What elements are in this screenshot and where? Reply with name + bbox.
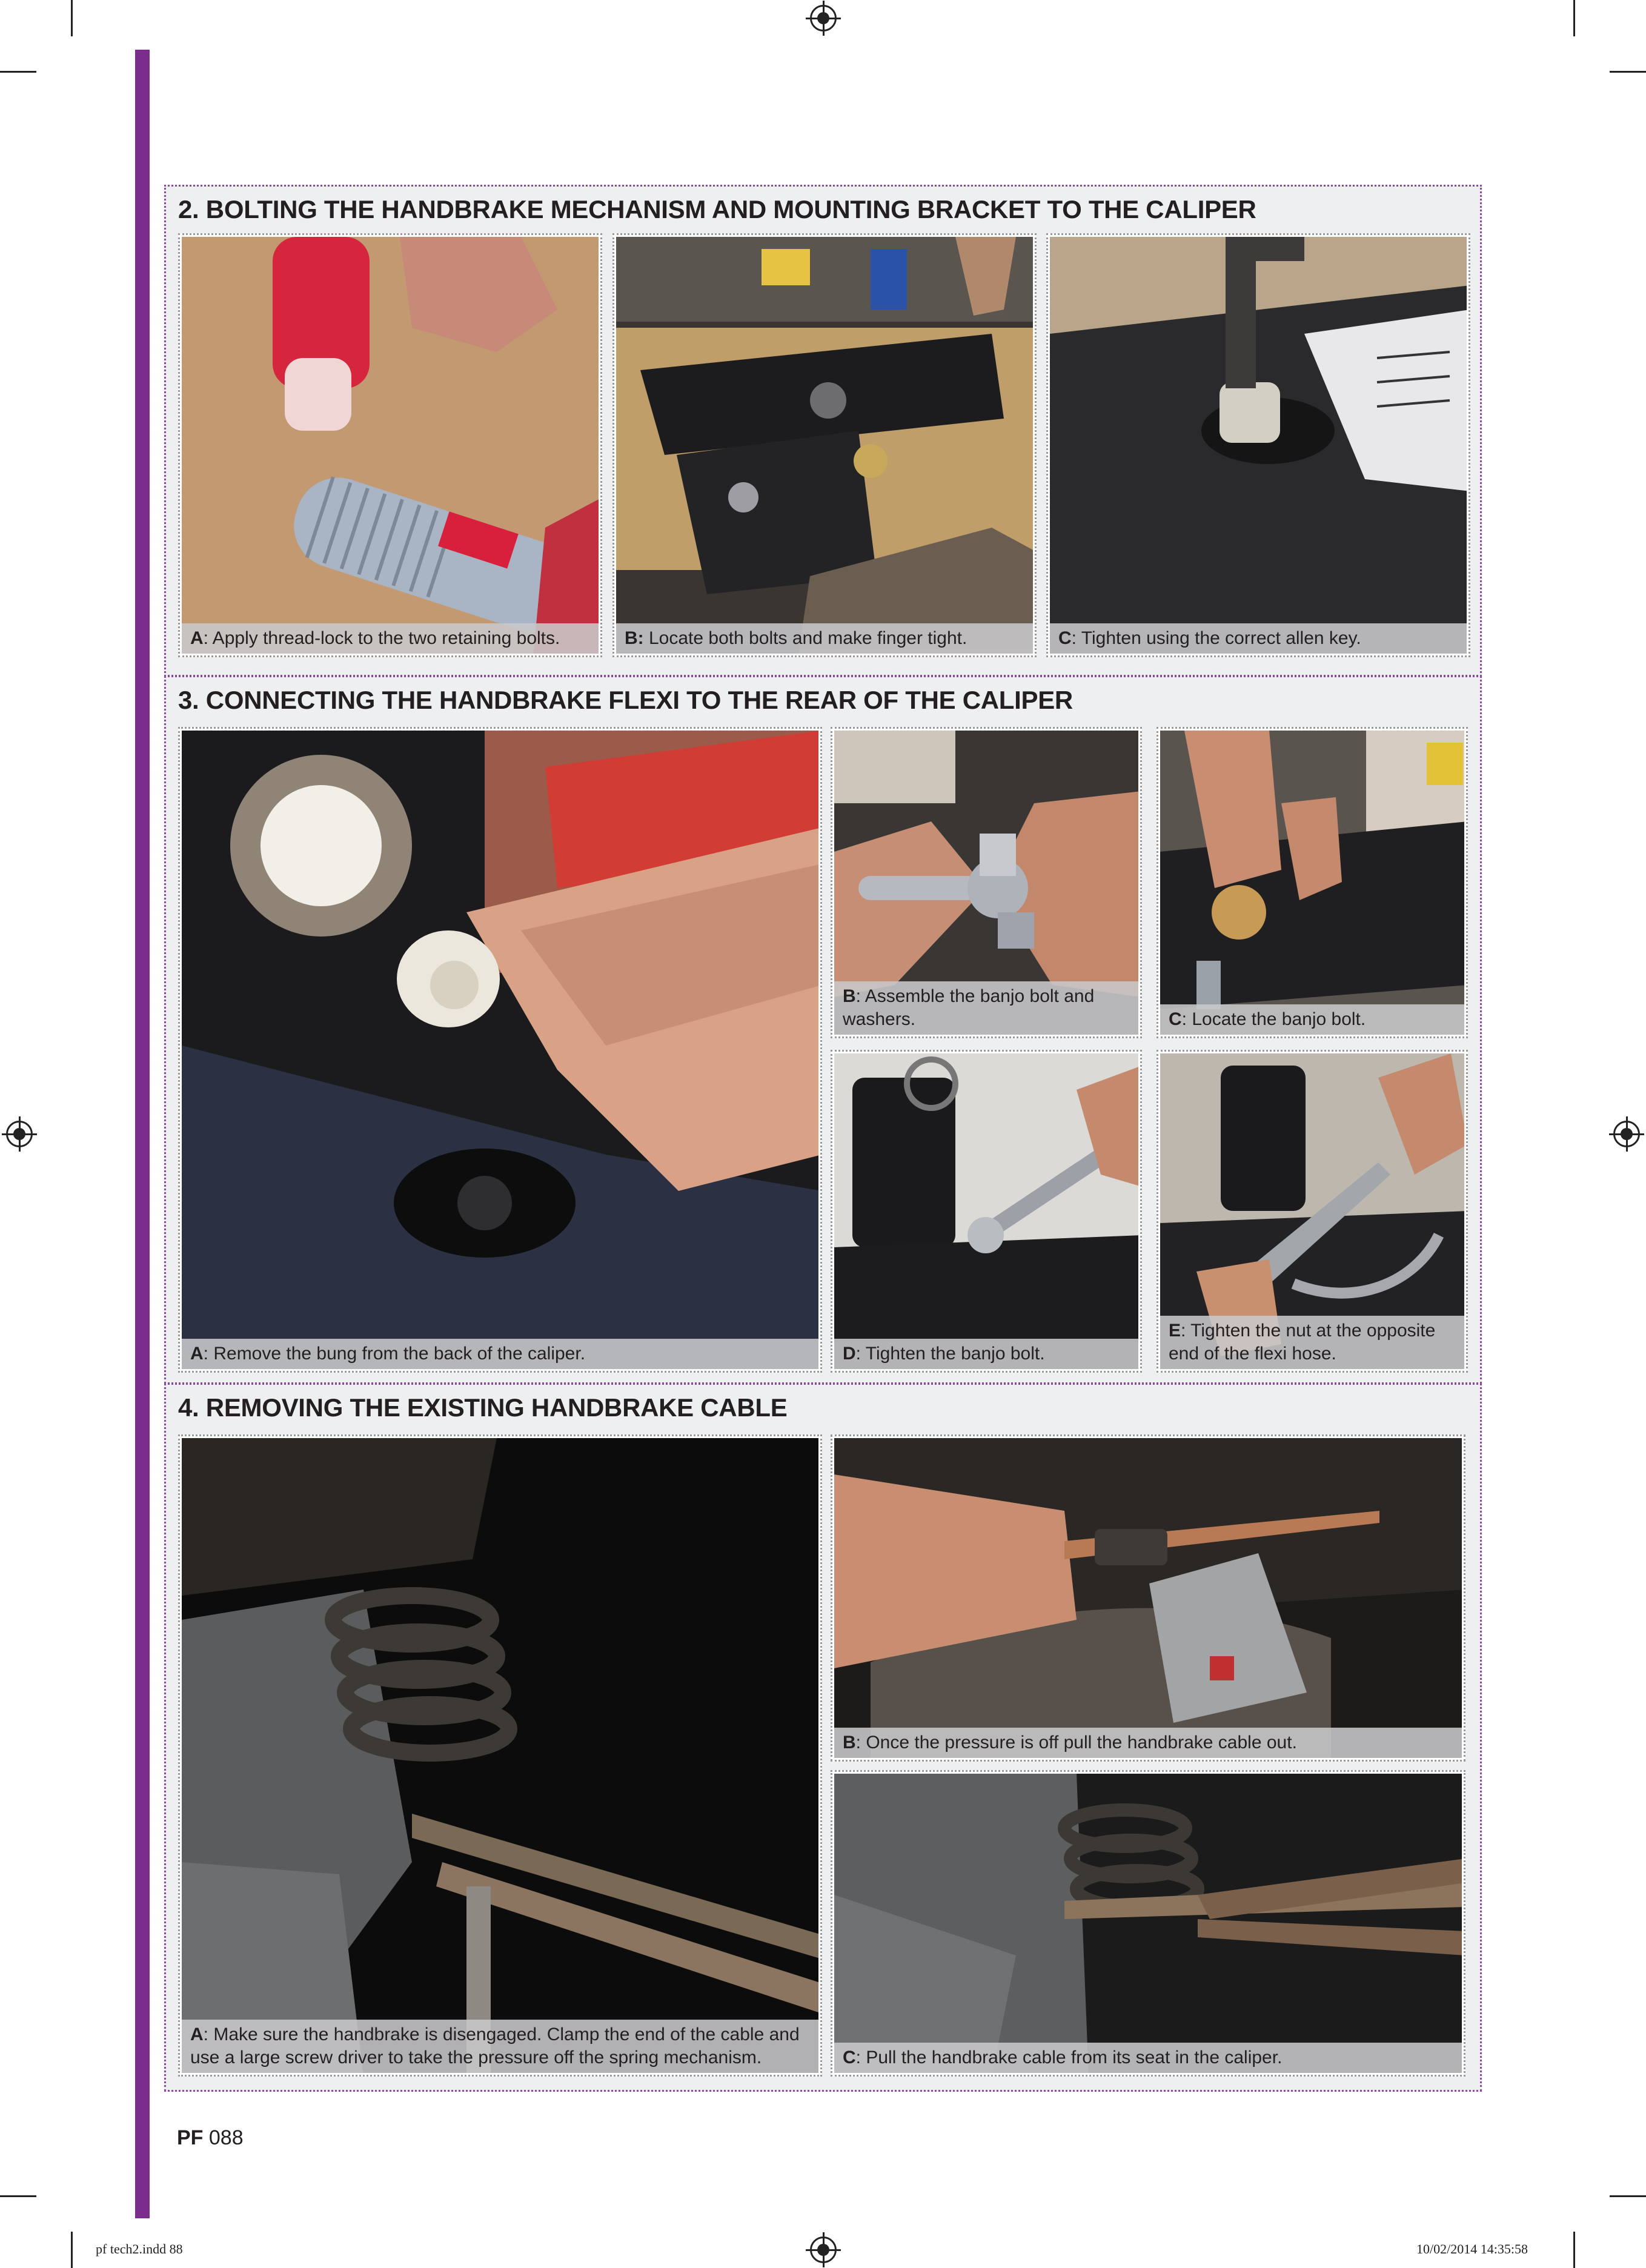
section-3-title: 3. CONNECTING THE HANDBRAKE FLEXI TO THE REAR OF THE CALIPER — [178, 686, 1073, 714]
caption-3e: E: Tighten the nut at the opposite end of the flexi hose. — [1160, 1316, 1464, 1369]
caption-3c: C: Locate the banjo bolt. — [1160, 1004, 1464, 1035]
clamp-cable-photo — [182, 1438, 818, 2073]
photo-panel-3d — [831, 1050, 1142, 1373]
crop-mark — [0, 2195, 36, 2197]
slug-timestamp: 10/02/2014 14:35:58 — [1416, 2241, 1528, 2256]
photo-panel-4c — [831, 1770, 1465, 2077]
caption-2b: B: Locate both bolts and make finger tight. — [616, 623, 1033, 654]
caption-3b: B: Assemble the banjo bolt and washers. — [834, 981, 1138, 1035]
crop-mark — [71, 2232, 73, 2268]
thread-lock-photo — [182, 237, 599, 654]
registration-mark-icon — [6, 1121, 33, 1147]
photo-panel-3a — [178, 727, 822, 1373]
photo-panel-3c — [1157, 727, 1468, 1038]
caption-3d: D: Tighten the banjo bolt. — [834, 1339, 1138, 1369]
section-4-title: 4. REMOVING THE EXISTING HANDBRAKE CABLE — [178, 1393, 788, 1422]
photo-panel-2c — [1046, 233, 1470, 657]
registration-mark-icon — [810, 5, 837, 31]
section-2-title: 2. BOLTING THE HANDBRAKE MECHANISM AND MOUNTING BRACKET TO THE CALIPER — [178, 195, 1256, 224]
photo-panel-4b — [831, 1434, 1465, 1762]
caliper-bolts-photo — [616, 237, 1033, 654]
page-number: PF 088 — [177, 2126, 244, 2149]
crop-mark — [1610, 71, 1646, 73]
accent-bar — [135, 50, 150, 2218]
remove-bung-photo — [182, 731, 818, 1369]
caption-2a: A: Apply thread-lock to the two retaining bolts. — [182, 623, 599, 654]
caption-2c: C: Tighten using the correct allen key. — [1050, 623, 1467, 654]
banjo-locate-photo — [1160, 731, 1464, 1035]
pull-cable-out-photo — [834, 1438, 1462, 1758]
photo-panel-3e — [1157, 1050, 1468, 1373]
caption-4b: B: Once the pressure is off pull the handbrake cable out. — [834, 1728, 1462, 1758]
registration-mark-icon — [810, 2236, 837, 2263]
allen-key-photo — [1050, 237, 1467, 654]
caption-4a: A: Make sure the handbrake is disengaged. Clamp the end of the cable and use a large screw driver to take the pressure off the spring mechanism. — [182, 2020, 818, 2073]
photo-panel-2b — [612, 233, 1037, 657]
caption-3a: A: Remove the bung from the back of the caliper. — [182, 1339, 818, 1369]
caption-4c: C: Pull the handbrake cable from its seat in the caliper. — [834, 2043, 1462, 2073]
banjo-tighten-photo — [834, 1053, 1138, 1369]
crop-mark — [1610, 2195, 1646, 2197]
crop-mark — [1573, 2232, 1575, 2268]
slug-filename: pf tech2.indd 88 — [96, 2241, 183, 2256]
photo-panel-2a — [178, 233, 602, 657]
registration-mark-icon — [1613, 1121, 1640, 1147]
crop-mark — [0, 71, 36, 73]
cable-from-seat-photo — [834, 1774, 1462, 2073]
photo-panel-4a — [178, 1434, 822, 2077]
crop-mark — [1573, 0, 1575, 36]
photo-panel-3b — [831, 727, 1142, 1038]
crop-mark — [71, 0, 73, 36]
